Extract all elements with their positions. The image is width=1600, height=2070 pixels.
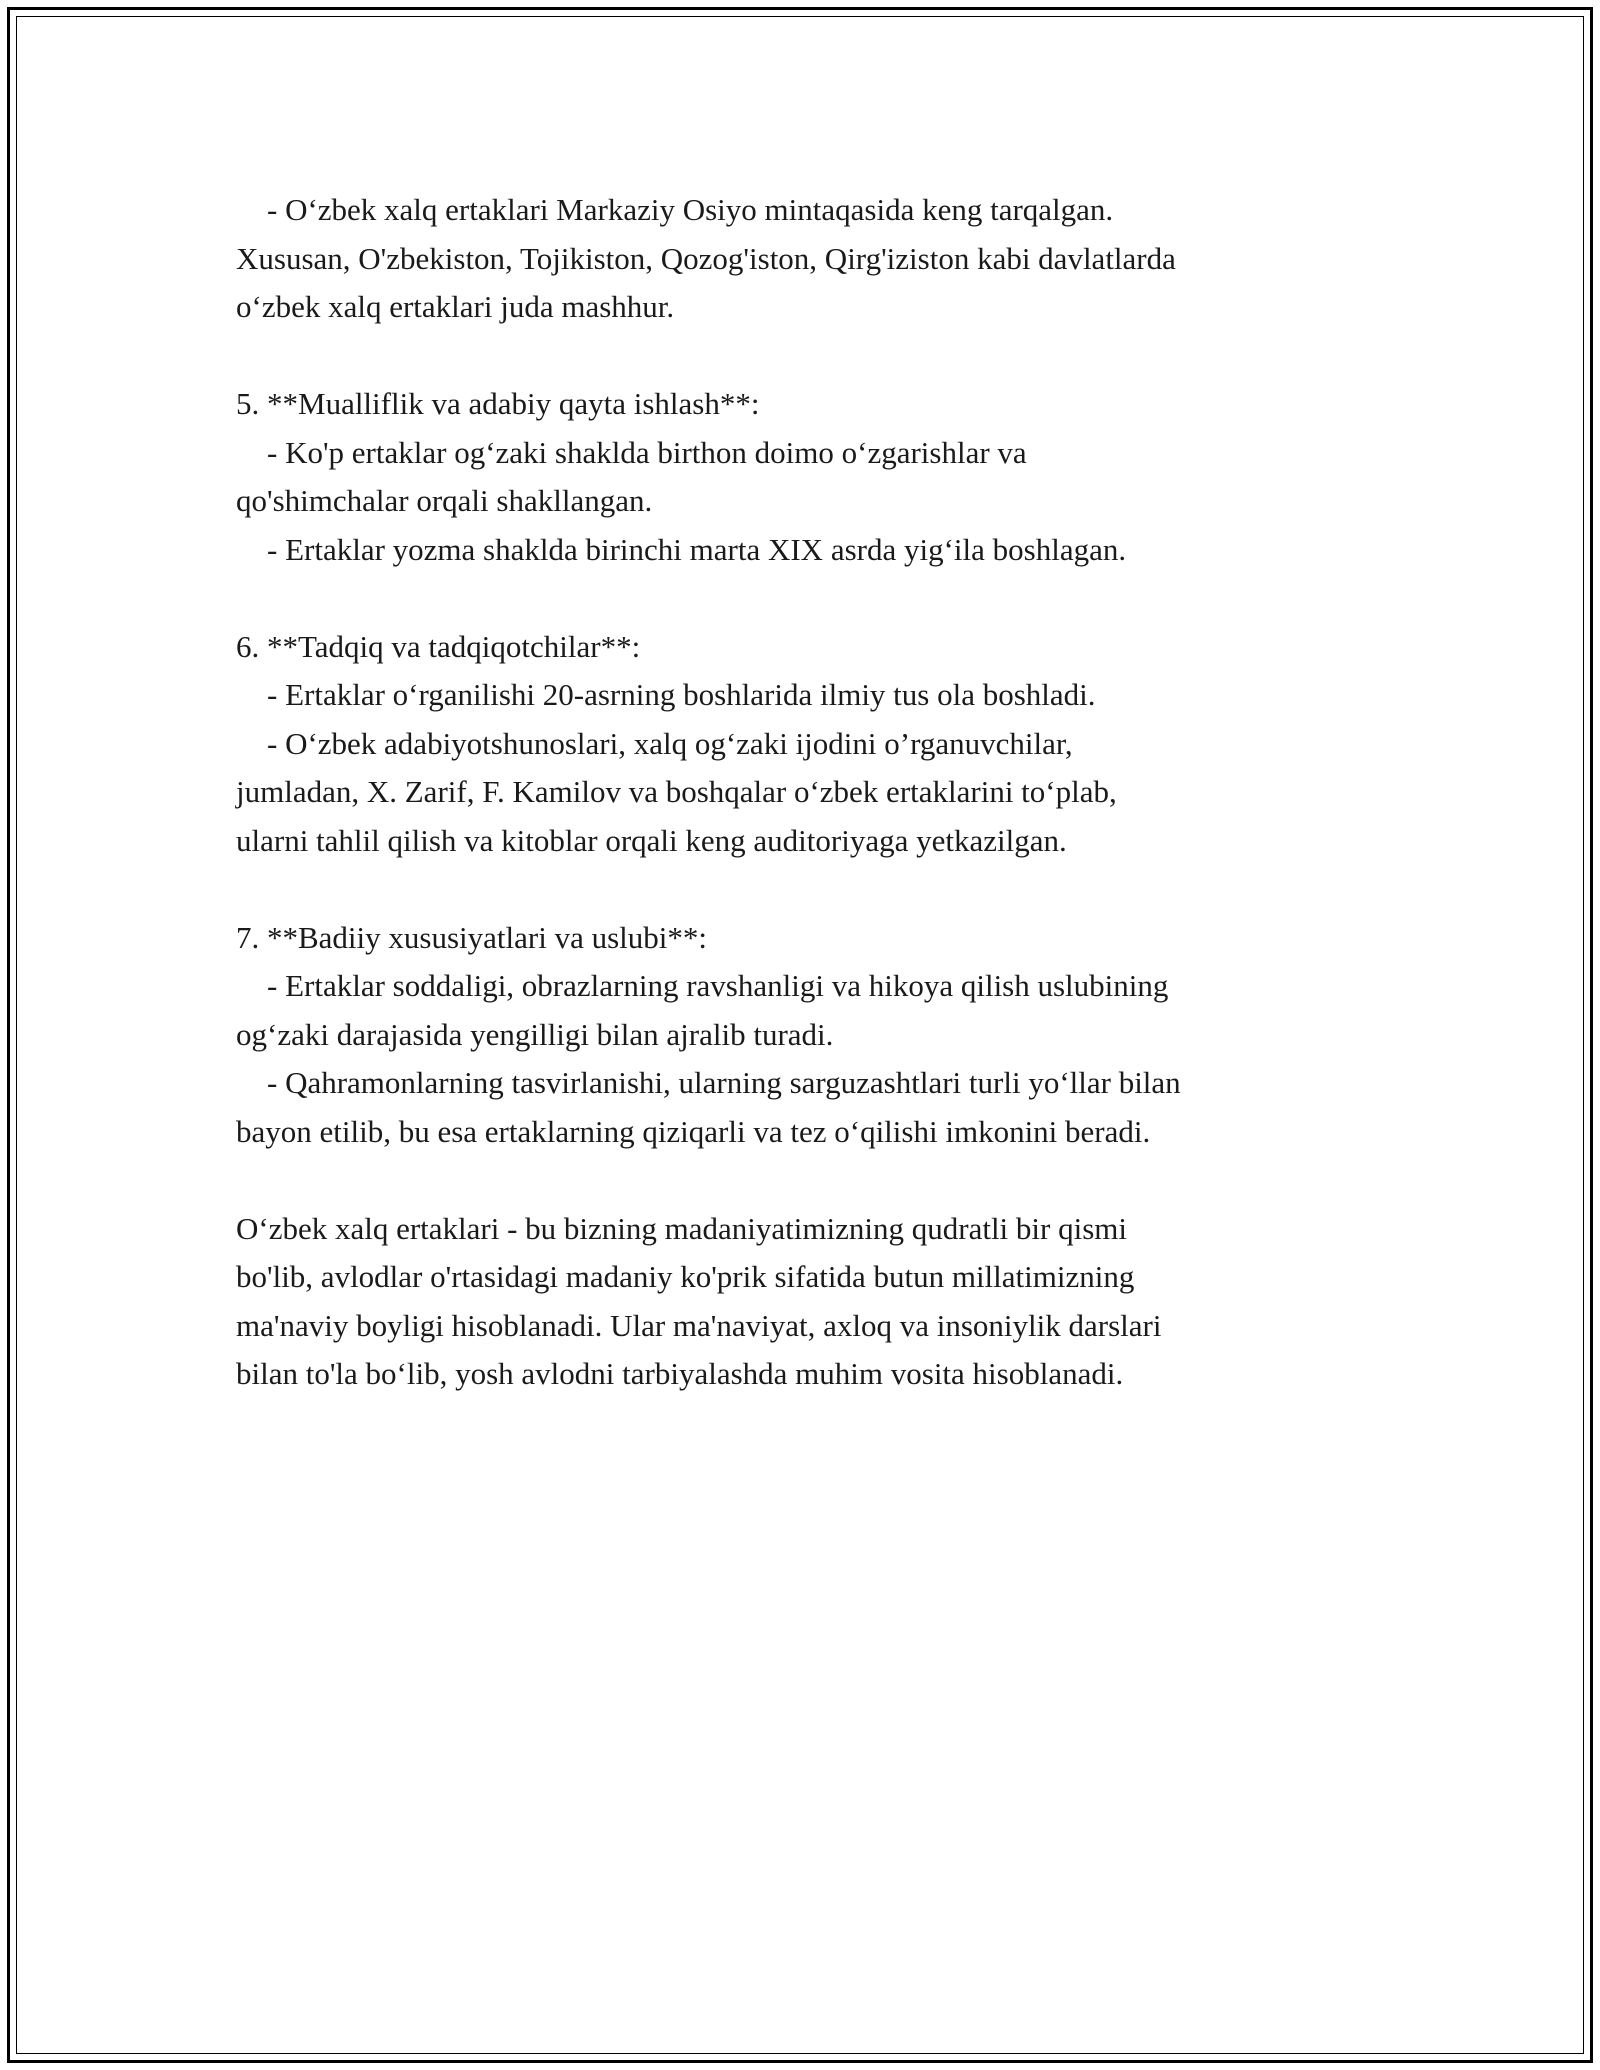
text-line: o‘zbek xalq ertaklari juda mashhur. [236, 289, 675, 324]
text-line: - O‘zbek xalq ertaklari Markaziy Osiyo mintaqasida keng tarqalgan. [236, 192, 1114, 227]
text-line: - Ertaklar soddaligi, obrazlarning ravshanligi va hikoya qilish uslubining [236, 968, 1169, 1003]
text-line: bilan to'la bo‘lib, yosh avlodni tarbiyalashda muhim vosita hisoblanadi. [236, 1356, 1124, 1391]
section-heading: 6. **Tadqiq va tadqiqotchilar**: [236, 628, 641, 664]
paragraph-gap [236, 332, 1386, 381]
text-line: ularni tahlil qilish va kitoblar orqali keng auditoriyaga yetkazilgan. [236, 822, 1067, 858]
paragraph-regions [236, 186, 1386, 332]
text-line: bayon etilib, bu esa ertaklarning qiziqarli va tez o‘qilishi imkonini beradi. [236, 1113, 1151, 1149]
conclusion-paragraph [236, 1205, 1386, 1399]
section-heading: 7. **Badiiy xususiyatlari va uslubi**: [236, 919, 707, 955]
section-heading: 5. **Mualliflik va adabiy qayta ishlash**: [236, 386, 760, 421]
text-line: - O‘zbek adabiyotshunoslari, xalq og‘zaki ijodini o’rganuvchilar, [236, 725, 1073, 761]
text-line: O‘zbek xalq ertaklari - bu bizning madaniyatimizning qudratli bir qismi [236, 1210, 1128, 1246]
section-7-style [236, 914, 1386, 1157]
text-line: jumladan, X. Zarif, F. Kamilov va boshqalar o‘zbek ertaklarini to‘plab, [236, 774, 1117, 809]
paragraph-gap [236, 865, 1386, 914]
document-body [236, 186, 1386, 1399]
text-line: - Ertaklar o‘rganilishi 20-asrning boshlarida ilmiy tus ola boshladi. [236, 677, 1096, 712]
paragraph-gap [236, 574, 1386, 623]
text-line: bo'lib, avlodlar o'rtasidagi madaniy ko'prik sifatida butun millatimizning [236, 1259, 1135, 1294]
text-line: og‘zaki darajasida yengilligi bilan ajralib turadi. [236, 1016, 834, 1052]
text-line: - Ertaklar yozma shaklda birinchi marta XIX asrda yig‘ila boshlagan. [236, 531, 1127, 567]
text-line: Xususan, O'zbekiston, Tojikiston, Qozog'iston, Qirg'iziston kabi davlatlarda [236, 240, 1176, 276]
section-6-research [236, 623, 1386, 866]
text-line: ma'naviy boyligi hisoblanadi. Ular ma'naviyat, axloq va insoniylik darslari [236, 1307, 1162, 1343]
text-line: - Ko'p ertaklar og‘zaki shaklda birthon doimo o‘zgarishlar va [236, 434, 1027, 470]
section-5-authorship [236, 380, 1386, 574]
text-line: - Qahramonlarning tasvirlanishi, ularning sarguzashtlari turli yo‘llar bilan [236, 1065, 1181, 1100]
paragraph-gap [236, 1156, 1386, 1205]
text-line: qo'shimchalar orqali shakllangan. [236, 483, 653, 518]
